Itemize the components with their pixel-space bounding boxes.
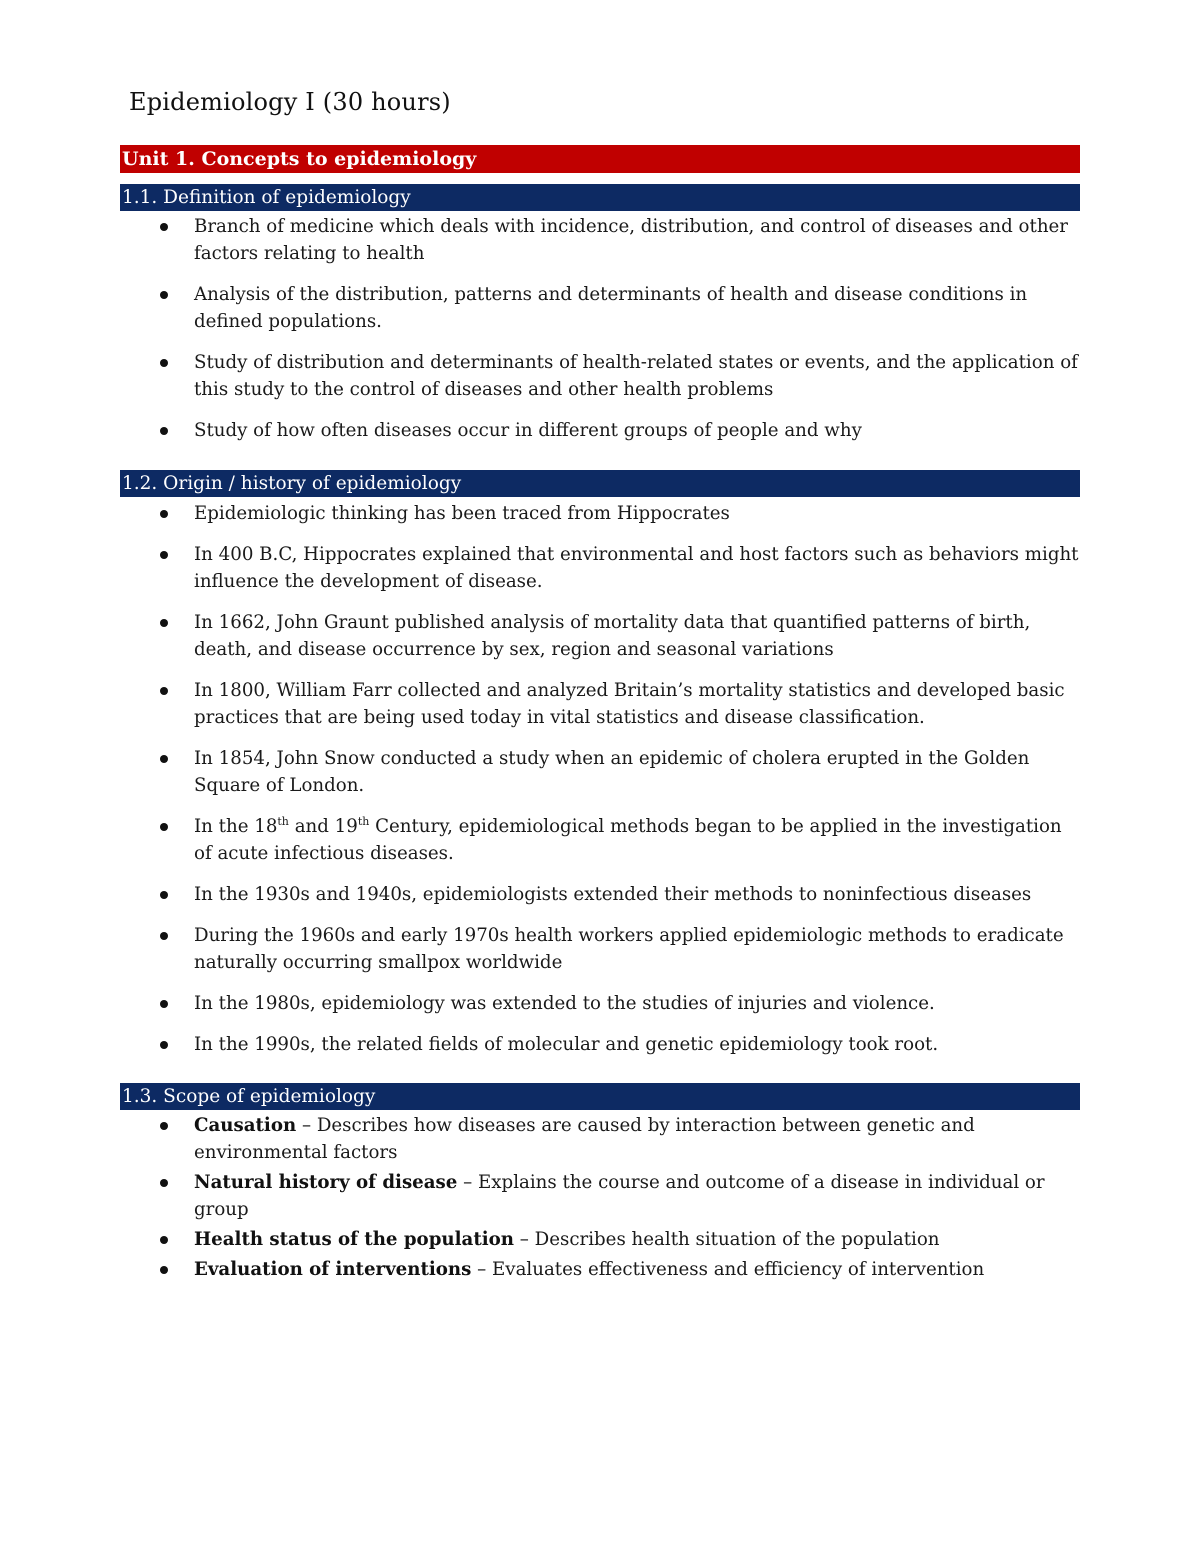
list-item: In 1800, William Farr collected and analyzed Britain’s mortality statistics and developed basic practices that are being used today in vital statistics and disease classification. bbox=[120, 677, 1080, 731]
list-item: In the 1930s and 1940s, epidemiologists extended their methods to noninfectious diseases bbox=[120, 881, 1080, 908]
list-item: In the 1990s, the related fields of molecular and genetic epidemiology took root. bbox=[120, 1031, 1080, 1058]
bullet-icon bbox=[160, 823, 168, 831]
bullet-icon bbox=[160, 1000, 168, 1008]
bullet-icon bbox=[160, 619, 168, 627]
bullet-icon bbox=[160, 1236, 168, 1244]
list-item: Branch of medicine which deals with incidence, distribution, and control of diseases and other factors relating to health bbox=[120, 213, 1080, 267]
list-item: During the 1960s and early 1970s health workers applied epidemiologic methods to eradicate naturally occurring smallpox worldwide bbox=[120, 922, 1080, 976]
bullet-icon bbox=[160, 1122, 168, 1130]
list-item: Natural history of disease – Explains the course and outcome of a disease in individual or group bbox=[120, 1169, 1080, 1223]
list-item: Study of distribution and determinants of health-related states or events, and the application of this study to the control of diseases and other health problems bbox=[120, 349, 1080, 403]
scope-list bbox=[120, 1112, 1080, 1286]
unit-heading: Unit 1. Concepts to epidemiology bbox=[120, 145, 1080, 173]
list-item: In 400 B.C, Hippocrates explained that environmental and host factors such as behaviors might influence the development of disease. bbox=[120, 541, 1080, 595]
bullet-icon bbox=[160, 687, 168, 695]
bullet-icon bbox=[160, 1179, 168, 1187]
bullet-icon bbox=[160, 1041, 168, 1049]
list-item: Analysis of the distribution, patterns and determinants of health and disease conditions in defined populations. bbox=[120, 281, 1080, 335]
section-heading-scope: 1.3. Scope of epidemiology bbox=[120, 1083, 1080, 1110]
bullet-icon bbox=[160, 510, 168, 518]
list-item: Health status of the population – Describes health situation of the population bbox=[120, 1226, 1080, 1253]
list-item: In 1854, John Snow conducted a study when an epidemic of cholera erupted in the Golden Square of London. bbox=[120, 745, 1080, 799]
bullet-icon bbox=[160, 223, 168, 231]
history-list bbox=[120, 500, 1080, 1072]
bullet-icon bbox=[160, 291, 168, 299]
bullet-icon bbox=[160, 359, 168, 367]
bullet-icon bbox=[160, 891, 168, 899]
list-item: Study of how often diseases occur in different groups of people and why bbox=[120, 417, 1080, 444]
list-item: Epidemiologic thinking has been traced from Hippocrates bbox=[120, 500, 1080, 527]
list-item: Causation – Describes how diseases are caused by interaction between genetic and environmental factors bbox=[120, 1112, 1080, 1166]
bullet-icon bbox=[160, 932, 168, 940]
page-title: Epidemiology I (30 hours) bbox=[129, 88, 451, 116]
section-heading-history: 1.2. Origin / history of epidemiology bbox=[120, 470, 1080, 497]
list-item: In the 1980s, epidemiology was extended to the studies of injuries and violence. bbox=[120, 990, 1080, 1017]
section-heading-definition: 1.1. Definition of epidemiology bbox=[120, 184, 1080, 211]
list-item: In the 18th and 19th Century, epidemiological methods began to be applied in the investigation of acute infectious diseases. bbox=[120, 813, 1080, 867]
list-item: Evaluation of interventions – Evaluates effectiveness and efficiency of intervention bbox=[120, 1256, 1080, 1283]
bullet-icon bbox=[160, 427, 168, 435]
bullet-icon bbox=[160, 1266, 168, 1274]
bullet-icon bbox=[160, 551, 168, 559]
definition-list bbox=[120, 213, 1080, 458]
list-item: In 1662, John Graunt published analysis of mortality data that quantified patterns of birth, death, and disease occurrence by sex, region and seasonal variations bbox=[120, 609, 1080, 663]
bullet-icon bbox=[160, 755, 168, 763]
